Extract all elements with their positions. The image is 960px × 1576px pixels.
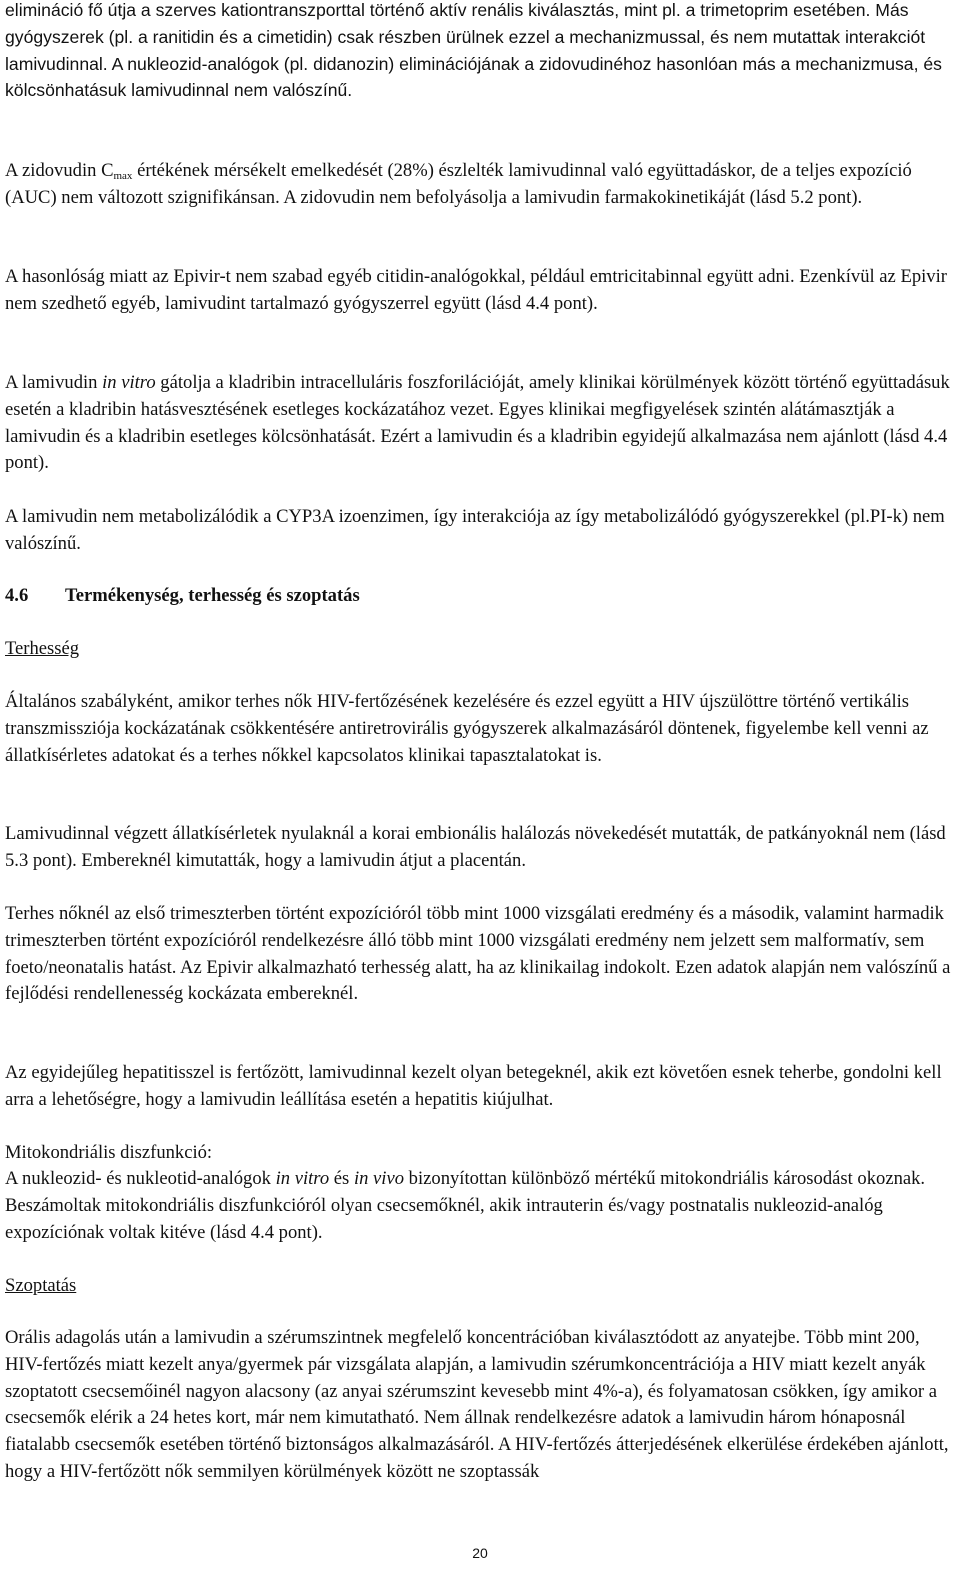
- page-number: 20: [472, 1545, 488, 1561]
- cmax-text-after: értékének mérsékelt emelkedését (28%) észlelték lamivudinnal való együttadáskor, de a teljes expozíció (AUC) nem változott szignifikánsan. A zidovudin nem befolyásolja a lamivudin farmakokinetikáját (lásd 5.2 pont).: [5, 160, 912, 208]
- paragraph-pregnancy-general: Általános szabályként, amikor terhes nők HIV-fertőzésének kezelésére és ezzel együtt a HIV újszülöttre történő vertikális transzmissziója kockázatának csökkentésére antiretrovirális gyógyszerek alkalmazásáról döntenek, figyelembe kell venni az állatkísérletes adatokat és a terhes nőkkel kapcsolatos klinikai tapasztalatokat is.: [5, 691, 929, 766]
- paragraph-kladribin: [5, 370, 951, 477]
- section-title: Termékenység, terhesség és szoptatás: [65, 585, 360, 606]
- paragraph-epivir-analogs: A hasonlóság miatt az Epivir-t nem szabad egyéb citidin-analógokkal, például emtricitabinnal együtt adni. Ezenkívül az Epivir nem szedhető egyéb, lamivudint tartalmazó gyógyszerrel együtt (lásd 4.4 pont).: [5, 266, 947, 314]
- mito-text-1: A nukleozid- és nukleotid-analógok: [5, 1168, 276, 1189]
- mito-text-3: bizonyítottan különböző mértékű mitokondriális károsodást okoznak. Beszámoltak mitokondriális diszfunkcióról olyan csecsemőknél, akik intrauterin és/vagy postnatalis nukleozid-analóg expozíciónak voltak kitéve (lásd 4.4 pont).: [5, 1168, 926, 1243]
- paragraph-pregnancy-animal: Lamivudinnal végzett állatkísérletek nyulaknál a korai embionális halálozás növekedését mutatták, de patkányoknál nem (lásd 5.3 pont). Embereknél kimutatták, hogy a lamivudin átjut a placentán.: [5, 823, 946, 871]
- cmax-subscript: max: [113, 170, 133, 182]
- kladribin-text-1: A lamivudin: [5, 372, 103, 393]
- subheading-mitochondrial: Mitokondriális diszfunkció:: [5, 1142, 213, 1163]
- section-number: 4.6: [5, 585, 29, 606]
- section-heading: [5, 583, 951, 610]
- subheading-pregnancy: Terhesség: [5, 638, 80, 659]
- paragraph-cyp3a: A lamivudin nem metabolizálódik a CYP3A izoenzimen, így interakciója az így metabolizálódó gyógyszerekkel (pl.PI-k) nem valószínű.: [5, 506, 945, 554]
- cmax-text-before: A zidovudin C: [5, 160, 114, 181]
- paragraph-zidovudine-cmax: [5, 158, 951, 212]
- paragraph-pregnancy-hepatitis: Az egyidejűleg hepatitisszel is fertőzött, lamivudinnal kezelt olyan betegeknél, akik ezt követően esnek teherbe, gondolni kell arra a lehetőségre, hogy a lamivudin leállítása esetén a hepatitis kiújulhat.: [5, 1062, 942, 1110]
- mito-italic-1: in vitro: [275, 1168, 330, 1189]
- mito-italic-2: in vivo: [353, 1168, 405, 1189]
- subheading-breastfeeding: Szoptatás: [5, 1275, 77, 1296]
- mito-text-2: és: [329, 1168, 354, 1189]
- kladribin-italic: in vitro: [102, 372, 156, 393]
- paragraph-elimination: elimináció fő útja a szerves kationtranszporttal történő aktív renális kiválasztás, mint pl. a trimetoprim esetében. Más gyógyszerek (pl. a ranitidin és a cimetidin) csak részben ürülnek ezzel a mechanizmussal, és nem mutattak interakciót lamivudinnal. A nukleozid-analógok (pl. didanozin) eliminációjának a zidovudinéhoz hasonlóan más a mechanizmusa, és kölcsönhatásuk lamivudinnal nem valószínű.: [5, 0, 942, 101]
- kladribin-text-2: gátolja a kladribin intracelluláris foszforilációját, amely klinikai körülmények között történő együttadásuk esetén a kladribin hatásvesztésének esetleges kockázatához vezet. Egyes klinikai megfigyelések szintén alátámasztják a lamivudin és a kladribin esetleges kölcsönhatását. Ezért a lamivudin és a kladribin egyidejű alkalmazása nem ajánlott (lásd 4.4 pont).: [5, 372, 950, 474]
- paragraph-breastfeeding: Orális adagolás után a lamivudin a szérumszintnek megfelelő koncentrációban kiválasztódott az anyatejbe. Több mint 200, HIV-fertőzés miatt kezelt anya/gyermek pár vizsgálata alapján, a lamivudin szérumkoncentrációja a HIV miatt kezelt anyák szoptatott csecsemőinél nagyon alacsony (az anyai szérumszint kevesebb mint 4%-a), és folyamatosan csökken, így amikor a csecsemők elérik a 24 hetes kort, már nem kimutatható. Nem állnak rendelkezésre adatok a lamivudin három hónaposnál fiatalabb csecsemők esetében történő biztonságos alkalmazásáról. A HIV-fertőzés átterjedésének elkerülése érdekében ajánlott, hogy a HIV-fertőzött nők semmilyen körülmények között ne szoptassák: [5, 1327, 949, 1482]
- paragraph-mitochondrial: [5, 1166, 951, 1246]
- paragraph-pregnancy-exposure: Terhes nőknél az első trimeszterben történt expozícióról több mint 1000 vizsgálati eredmény és a második, valamint harmadik trimeszterben történt expozícióról rendelkezésre álló több mint 1000 vizsgálati eredmény nem jelzett sem malformatív, sem foeto/neonatalis hatást. Az Epivir alkalmazható terhesség alatt, ha az klinikailag indokolt. Ezen adatok alapján nem valószínű a fejlődési rendellenesség kockázata embereknél.: [5, 903, 951, 1005]
